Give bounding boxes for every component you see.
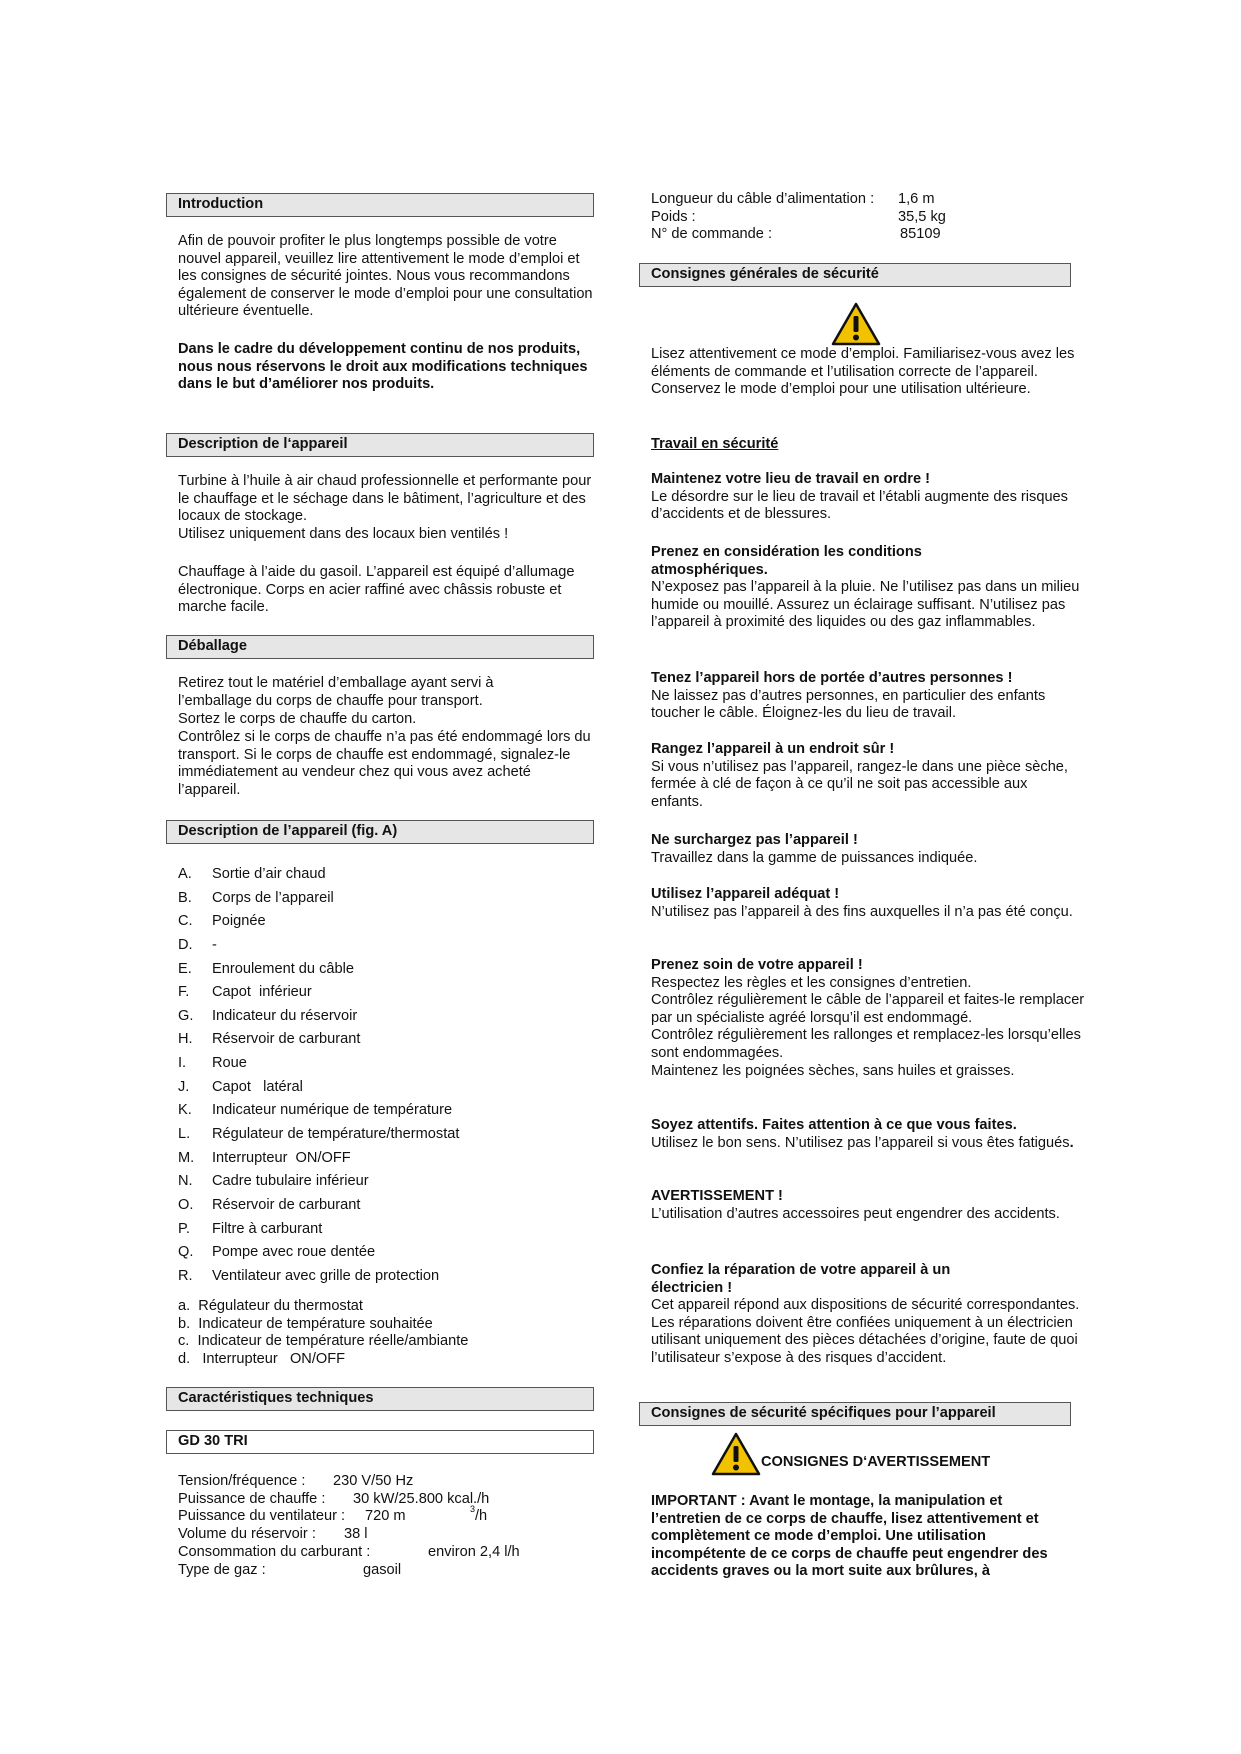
parts-list-key: M. <box>178 1149 195 1166</box>
spec-label: Poids : <box>651 208 696 225</box>
rule-text: N’utilisez pas l’appareil à des fins auxquelles il n’a pas été conçu. <box>651 903 1073 920</box>
rule-title: Ne surchargez pas l’appareil ! <box>651 832 858 848</box>
warning-label: CONSIGNES D‘AVERTISSEMENT <box>761 1454 991 1470</box>
parts-list-label: Pompe avec roue dentée <box>212 1244 376 1261</box>
parts-list-label: Ventilateur avec grille de protection <box>212 1267 440 1284</box>
spec-value: 230 V/50 Hz <box>333 1473 414 1489</box>
rule-storage <box>651 741 1076 811</box>
spec-label: Volume du réservoir : <box>178 1525 316 1542</box>
parts-list-item <box>166 865 594 889</box>
rule-weather-conditions <box>651 544 1088 632</box>
spec-value: 720 m <box>365 1508 406 1525</box>
parts-list-item <box>166 1007 594 1031</box>
parts-list-item <box>166 1172 594 1196</box>
rule-title: Confiez la réparation de votre appareil à un électricien ! <box>651 1262 951 1296</box>
parts-list-item <box>166 1125 594 1149</box>
parts-list-label: - <box>212 936 217 953</box>
spec-value-superscript: 3 <box>470 1504 476 1515</box>
parts-list-label: Interrupteur ON/OFF <box>212 1149 351 1166</box>
parts-list-key: N. <box>178 1173 193 1190</box>
parts-list-key: A. <box>178 866 192 882</box>
warning-triangle-icon <box>711 1432 761 1476</box>
parts-list-item <box>166 1030 594 1054</box>
parts-list-label: Capot latéral <box>212 1078 303 1095</box>
control-panel-item: c. Indicateur de température réelle/ambiante <box>178 1333 469 1350</box>
rule-keep-away <box>651 670 1088 723</box>
rule-text: L’utilisation d’autres accessoires peut engendrer des accidents. <box>651 1205 1060 1222</box>
description-heating-paragraph: Chauffage à l’aide du gasoil. L’appareil est équipé d’allumage électronique. Corps en acier raffiné avec châssis robuste et marche facile. <box>178 564 575 616</box>
rule-text: Respectez les règles et les consignes d’entretien. <box>651 974 972 991</box>
unpacking-paragraph-3: Contrôlez si le corps de chauffe n’a pas été endommagé lors du transport. Si le corps de chauffe est endommagé, signalez-le immédiatement au vendeur chez qui vous avez acheté l’appareil. <box>178 729 591 798</box>
model-heading: GD 30 TRI <box>166 1430 594 1454</box>
rule-text: Contrôlez régulièrement le câble de l’appareil et faites-le remplacer par un spécialiste agréé lorsqu’il est endommagé. <box>651 992 1085 1026</box>
section-heading-specs: Caractéristiques techniques <box>166 1387 594 1411</box>
rule-title: Soyez attentifs. Faites attention à ce que vous faites. <box>651 1117 1017 1133</box>
parts-list-key: D. <box>178 936 193 953</box>
section-heading-general-safety: Consignes générales de sécurité <box>639 263 1071 287</box>
rule-title: Prenez en considération les conditions atmosphériques. <box>651 544 922 578</box>
parts-list-item <box>166 1196 594 1220</box>
parts-list-label: Roue <box>212 1055 247 1072</box>
parts-list-item <box>166 1101 594 1125</box>
rule-attention <box>651 1117 1088 1152</box>
spec-label: Type de gaz : <box>178 1561 266 1578</box>
spec-value: 35,5 kg <box>898 208 946 225</box>
parts-list-item <box>166 912 594 936</box>
section-heading-unpacking: Déballage <box>166 635 594 659</box>
section-heading-specific-safety: Consignes de sécurité spécifiques pour l’appareil <box>639 1402 1071 1426</box>
unpacking-paragraph-2: Sortez le corps de chauffe du carton. <box>178 711 417 727</box>
control-panel-item: d. Interrupteur ON/OFF <box>178 1350 346 1367</box>
spec-label: Puissance du ventilateur : <box>178 1508 346 1525</box>
rule-text: Maintenez les poignées sèches, sans huiles et graisses. <box>651 1062 1015 1079</box>
parts-list-item <box>166 1220 594 1244</box>
parts-list-item <box>166 1243 594 1267</box>
spec-value: gasoil <box>363 1561 402 1578</box>
spec-value: 1,6 m <box>898 191 935 207</box>
spec-label: Consommation du carburant : <box>178 1544 371 1560</box>
rule-text: Utilisez le bon sens. N’utilisez pas l’appareil si vous êtes fatigués <box>651 1134 1070 1151</box>
parts-list-label: Cadre tubulaire inférieur <box>212 1173 369 1190</box>
rule-title: Utilisez l’appareil adéquat ! <box>651 886 840 902</box>
spec-label: Tension/fréquence : <box>178 1473 306 1489</box>
parts-list-item <box>166 1054 594 1078</box>
parts-list-key: O. <box>178 1196 194 1213</box>
control-panel-item: a. Régulateur du thermostat <box>178 1298 363 1314</box>
rule-right-tool <box>651 886 1088 921</box>
parts-list-key: F. <box>178 984 190 1001</box>
parts-list-label: Filtre à carburant <box>212 1220 323 1237</box>
rule-title: Maintenez votre lieu de travail en ordre ! <box>651 471 930 487</box>
parts-list-label: Indicateur numérique de température <box>212 1102 453 1119</box>
parts-list-label: Enroulement du câble <box>212 960 354 977</box>
section-heading-description: Description de l‘appareil <box>166 433 594 457</box>
spec-value-unit: /h <box>475 1508 488 1525</box>
parts-list-item <box>166 889 594 913</box>
rule-text: Le désordre sur le lieu de travail et l’établi augmente des risques d’accidents et de blessures. <box>651 488 1068 523</box>
rule-title: Tenez l’appareil hors de portée d’autres personnes ! <box>651 670 1013 686</box>
rule-text: Contrôlez régulièrement les rallonges et remplacez-les lorsqu’elles sont endommagées. <box>651 1027 1081 1061</box>
spec-value: 85109 <box>900 226 941 243</box>
parts-list-key: P. <box>178 1220 190 1237</box>
parts-list-key: C. <box>178 913 193 930</box>
parts-list-item <box>166 936 594 960</box>
parts-list-key: E. <box>178 960 192 977</box>
rule-text: Cet appareil répond aux dispositions de sécurité correspondantes. Les réparations doivent être confiées uniquement à un électricien utilisant uniquement des pièces détachées d’origine, faute de quoi l’utilisateur s’expose à des risques d’accident. <box>651 1297 1080 1366</box>
parts-list-label: Corps de l’appareil <box>212 889 334 906</box>
parts-list-key: Q. <box>178 1244 194 1261</box>
parts-list-item <box>166 960 594 984</box>
parts-list-item <box>166 983 594 1007</box>
unpacking-paragraph-1: Retirez tout le matériel d’emballage ayant servi à l’emballage du corps de chauffe pour transport. <box>178 675 494 709</box>
parts-list-key: G. <box>178 1007 194 1024</box>
parts-list-label: Régulateur de température/thermostat <box>212 1126 460 1143</box>
work-safety-title: Travail en sécurité <box>651 436 779 452</box>
description-ventilation-note: Utilisez uniquement dans des locaux bien ventilés ! <box>178 526 509 542</box>
parts-list-key: B. <box>178 889 192 906</box>
rule-title: AVERTISSEMENT ! <box>651 1188 783 1204</box>
description-paragraph: Turbine à l’huile à air chaud professionnelle et performante pour le chauffage et le séchage dans le bâtiment, l’agriculture et des locaux de stockage. <box>178 473 592 525</box>
rule-text-end: . <box>1069 1134 1074 1151</box>
rule-text: N’exposez pas l’appareil à la pluie. Ne l’utilisez pas dans un milieu humide ou mouillé. Assurez un éclairage suffisant. N’utilisez pas l’appareil à proximité des liquides ou des gaz inflammables. <box>651 579 1080 631</box>
rule-repair <box>651 1262 1088 1368</box>
rule-title: Rangez l’appareil à un endroit sûr ! <box>651 741 895 757</box>
rule-workplace-order <box>651 471 1088 524</box>
parts-list-item <box>166 1267 594 1291</box>
parts-list-key: I. <box>178 1055 187 1072</box>
spec-label: Puissance de chauffe : <box>178 1490 326 1507</box>
parts-list-label: Indicateur du réservoir <box>212 1007 358 1024</box>
rule-text: Ne laissez pas d’autres personnes, en particulier des enfants toucher le câble. Éloignez-les du lieu de travail. <box>651 687 1046 722</box>
parts-list-item <box>166 1078 594 1102</box>
control-panel-list <box>178 1298 594 1368</box>
section-heading-introduction: Introduction <box>166 193 594 217</box>
spec-value: environ 2,4 l/h <box>428 1544 520 1560</box>
warning-triangle-icon <box>831 302 881 346</box>
rule-text: Si vous n’utilisez pas l’appareil, rangez-le dans une pièce sèche, fermée à clé de façon à ce qu’il ne soit pas accessible aux enfants. <box>651 758 1068 810</box>
parts-list-item <box>166 1149 594 1173</box>
parts-list-key: J. <box>178 1078 190 1095</box>
parts-list-label: Réservoir de carburant <box>212 1031 361 1048</box>
spec-label: Longueur du câble d’alimentation : <box>651 191 875 207</box>
rule-maintenance <box>651 957 1088 1080</box>
rule-no-overload <box>651 832 1088 867</box>
section-heading-parts: Description de l’appareil (fig. A) <box>166 820 594 844</box>
parts-list-key: K. <box>178 1102 192 1119</box>
parts-list-label: Poignée <box>212 913 266 930</box>
parts-list-key: L. <box>178 1126 191 1143</box>
parts-list-key: H. <box>178 1031 193 1048</box>
general-safety-intro: Lisez attentivement ce mode d’emploi. Familiarisez-vous avez les éléments de commande et l’utilisation correcte de l’appareil. Conservez le mode d’emploi pour une utilisation ultérieure. <box>651 346 1075 398</box>
spec-label: N° de commande : <box>651 226 773 243</box>
rule-warning <box>651 1188 1088 1223</box>
parts-list-label: Sortie d’air chaud <box>212 866 326 882</box>
rule-title: Prenez soin de votre appareil ! <box>651 957 863 973</box>
rule-text: Travaillez dans la gamme de puissances indiquée. <box>651 849 978 866</box>
parts-list-key: R. <box>178 1267 193 1284</box>
parts-list-label: Réservoir de carburant <box>212 1196 361 1213</box>
important-notice: IMPORTANT : Avant le montage, la manipulation et l’entretien de ce corps de chauffe, lisez attentivement et complètement ce mode d’emploi. Une utilisation incompétente de ce corps de chauffe peut engendrer des accidents graves ou la mort suite aux brûlures, à <box>651 1493 1048 1580</box>
parts-list <box>166 865 594 1291</box>
parts-list-label: Capot inférieur <box>212 984 312 1001</box>
spec-value: 30 kW/25.800 kcal./h <box>353 1490 490 1507</box>
intro-paragraph: Afin de pouvoir profiter le plus longtemps possible de votre nouvel appareil, veuillez lire attentivement le mode d’emploi et les consignes de sécurité jointes. Nous vous recommandons également de conserver le mode d’emploi pour une consultation ultérieure éventuelle. <box>178 233 593 320</box>
spec-value: 38 l <box>344 1525 368 1542</box>
control-panel-item: b. Indicateur de température souhaitée <box>178 1315 433 1332</box>
intro-notice: Dans le cadre du développement continu de nos produits, nous nous réservons le droit aux modifications techniques dans le but d’améliorer nos produits. <box>178 341 588 393</box>
